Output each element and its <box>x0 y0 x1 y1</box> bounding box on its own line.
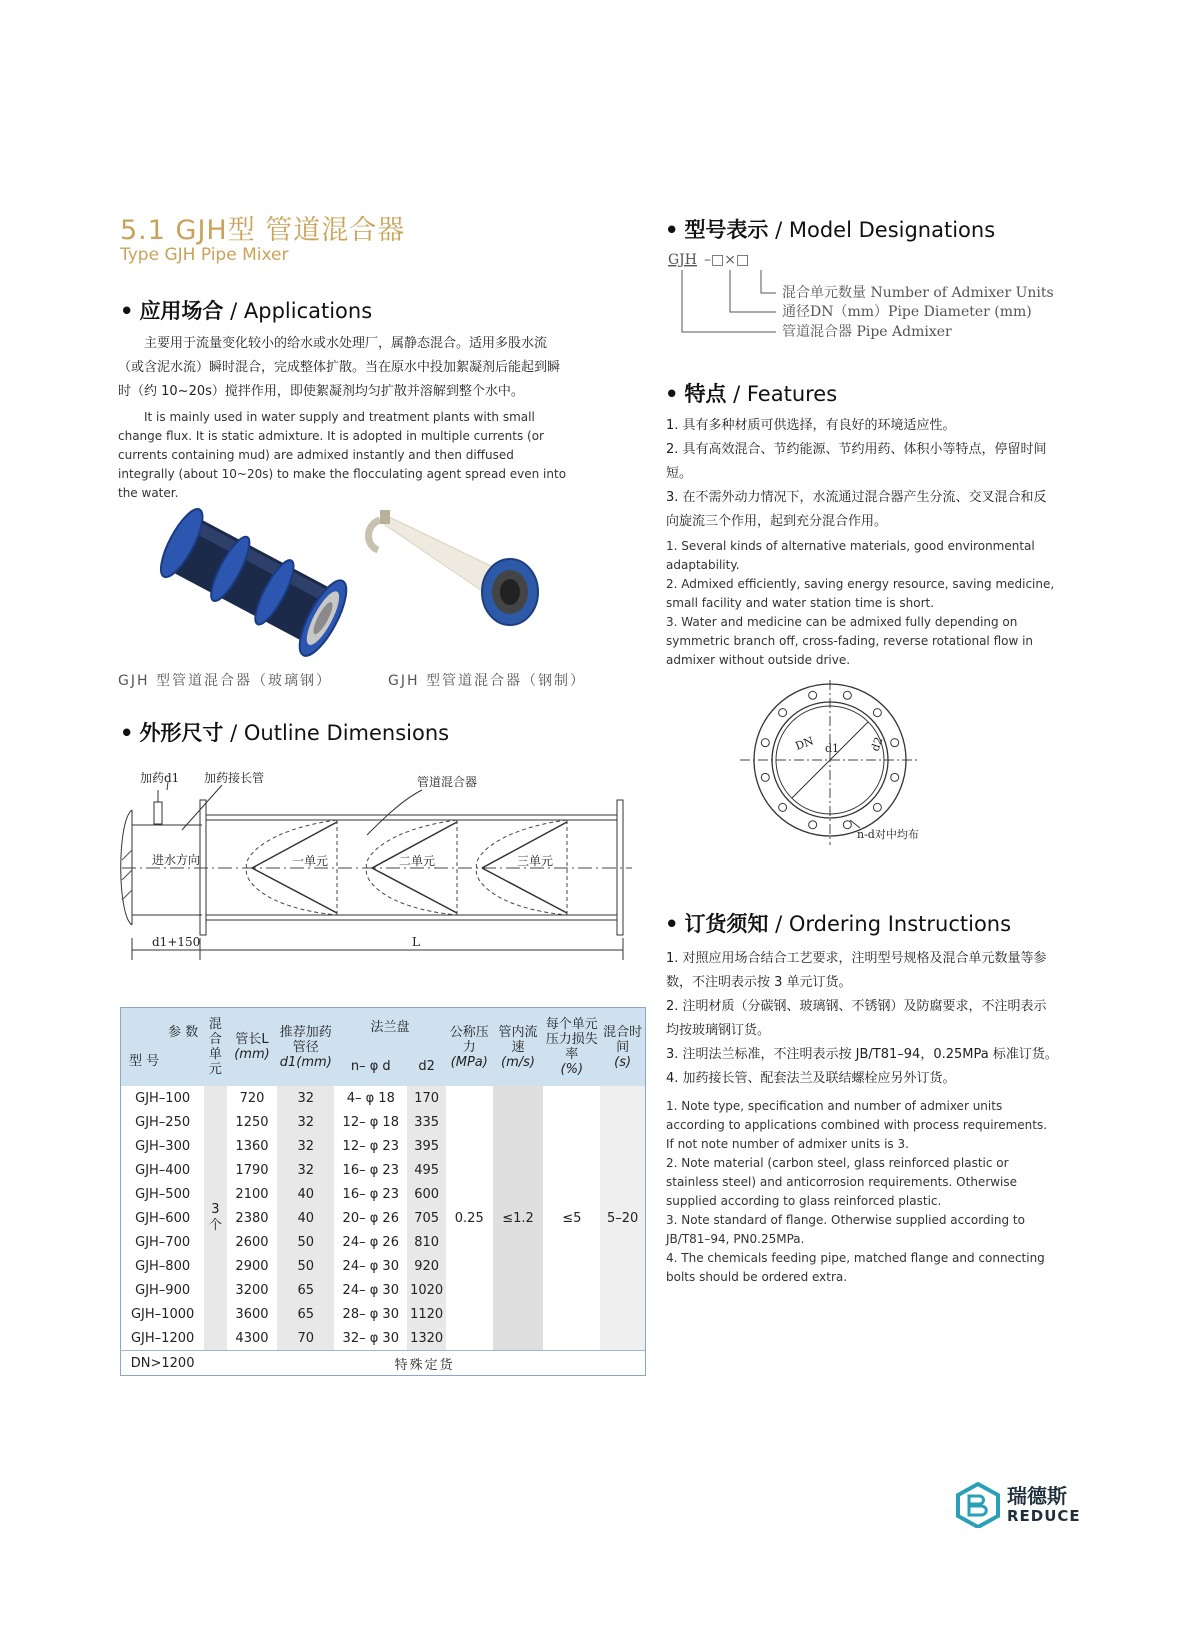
caption-grp: GJH 型管道混合器（玻璃钢） <box>118 673 332 689</box>
label-dn: DN <box>793 734 816 753</box>
cell-d2: 495 <box>407 1158 446 1182</box>
features-heading: • 特点 / Features <box>665 382 838 406</box>
cell-model: GJH–700 <box>135 1234 191 1250</box>
cell-velocity: ≤1.2 <box>493 1086 544 1351</box>
cell-dose: 50 <box>277 1230 334 1254</box>
bolt-hole <box>809 821 817 829</box>
label-d2: d2 <box>868 735 886 754</box>
applications-text-en: It is mainly used in water supply and treatment plants with small change flux. It is static admixture. It is adopted in multiple currents (or currents containing mud) are admixed instantly and then diffused integrally (about 10~20s) to make the flocculating agent spread even into the water. <box>118 410 567 500</box>
cell-model: GJH–900 <box>135 1282 191 1298</box>
model-designation-diagram <box>668 248 1088 348</box>
cell-pressure: 0.25 <box>454 1210 484 1226</box>
cell-dose: 50 <box>277 1254 334 1278</box>
header-time: 混合时间 (s) <box>600 1008 645 1087</box>
feature-cn-item: 2. 具有高效混合、节约能源、节约用药、体积小等特点，停留时间短。 <box>666 442 1047 481</box>
cell-n-phi-d: 32– φ 30 <box>342 1330 399 1346</box>
header-n-phi-d: n– φ d <box>334 1047 407 1086</box>
bolt-hole <box>761 739 769 747</box>
cell-length: 1790 <box>235 1162 269 1178</box>
cell-dose: 40 <box>277 1182 334 1206</box>
header-flange: 法兰盘 <box>334 1008 446 1048</box>
cell-d2: 1020 <box>407 1278 446 1302</box>
bolt-hole <box>779 803 787 811</box>
cell-n-phi-d: 12– φ 23 <box>342 1138 399 1154</box>
model-code: GJH <box>668 252 698 268</box>
bolt-hole <box>891 773 899 781</box>
ordering-heading: • 订货须知 / Ordering Instructions <box>665 912 1012 936</box>
cell-d2: 810 <box>407 1230 446 1254</box>
features-en <box>666 537 1058 670</box>
label-dosing: 加药d1 <box>140 771 180 785</box>
label-bolt-note: n-d对中均布 <box>857 828 919 841</box>
cell-model: GJH–400 <box>135 1162 191 1178</box>
applications-heading: • 应用场合 / Applications <box>120 299 373 323</box>
cell-model: GJH–500 <box>135 1186 191 1202</box>
flange-diagram <box>735 680 945 850</box>
spec-table <box>120 1007 646 1376</box>
feature-en-item: 1. Several kinds of alternative materials, good environmental adaptability. <box>666 539 1035 572</box>
cell-length: 1360 <box>235 1138 269 1154</box>
outline-heading: • 外形尺寸 / Outline Dimensions <box>120 721 450 745</box>
label-d1: d1 <box>825 742 840 755</box>
cell-dose: 32 <box>277 1158 334 1182</box>
cell-length: 2900 <box>235 1258 269 1274</box>
caption-steel: GJH 型管道混合器（钢制） <box>388 673 586 689</box>
cell-length: 2380 <box>235 1210 269 1226</box>
cell-length: 2100 <box>235 1186 269 1202</box>
header-length: 管长L (mm) <box>227 1008 278 1087</box>
header-param-model: 参 数 型 号 <box>121 1008 205 1087</box>
brand-logo <box>955 1482 1081 1528</box>
cell-model: GJH–1000 <box>130 1306 195 1322</box>
cell-loss: ≤5 <box>562 1210 582 1226</box>
cell-dose: 32 <box>277 1086 334 1110</box>
header-velocity: 管内流速 (m/s) <box>493 1008 544 1087</box>
ordering-en-item: 1. Note type, specification and number of admixer units according to applications combined with process requirements. If not note number of admixer units is 3. <box>666 1099 1048 1151</box>
model-line-diameter: 通径DN（mm）Pipe Diameter (mm) <box>782 304 1032 320</box>
cell-model: GJH–800 <box>135 1258 191 1274</box>
cell-time: 5–20 <box>600 1086 645 1351</box>
page-title: 5.1 GJH型 管道混合器 <box>120 215 406 246</box>
cell-d2: 920 <box>407 1254 446 1278</box>
ordering-en-item: 2. Note material (carbon steel, glass reinforced plastic or stainless steel) and anticorrosion requirements. Otherwise supplied according to glass reinforced plastic. <box>666 1156 1018 1208</box>
cell-d2: 170 <box>407 1086 446 1110</box>
header-pressure: 公称压力 (MPa) <box>446 1008 493 1087</box>
model-code-rest: –□×□ <box>704 252 750 268</box>
ordering-en-item: 4. The chemicals feeding pipe, matched flange and connecting bolts should be ordered extra. <box>666 1251 1045 1284</box>
cell-n-phi-d: 20– φ 26 <box>342 1210 399 1226</box>
bolt-hole <box>891 739 899 747</box>
outline-drawing <box>112 760 652 965</box>
cell-special-order: 特殊定货 <box>204 1351 645 1376</box>
cell-dose: 40 <box>277 1206 334 1230</box>
cell-d2: 705 <box>407 1206 446 1230</box>
cell-n-phi-d: 16– φ 23 <box>342 1162 399 1178</box>
cell-dose: 32 <box>277 1110 334 1134</box>
cell-dose: 65 <box>277 1278 334 1302</box>
header-loss: 每个单元压力损失率 (%) <box>543 1008 600 1087</box>
model-line-units: 混合单元数量 Number of Admixer Units <box>782 285 1054 301</box>
table-row <box>121 1086 646 1110</box>
cell-d2: 395 <box>407 1134 446 1158</box>
feature-cn-item: 1. 具有多种材质可供选择，有良好的环境适应性。 <box>666 418 956 433</box>
bolt-hole <box>873 803 881 811</box>
cell-model: GJH–100 <box>135 1090 191 1106</box>
cell-n-phi-d: 4– φ 18 <box>346 1090 395 1106</box>
label-dosing-pipe: 加药接长管 <box>204 771 265 785</box>
cell-dose: 70 <box>277 1326 334 1351</box>
cell-n-phi-d: 28– φ 30 <box>342 1306 399 1322</box>
brand-name-cn: 瑞德斯 <box>1007 1484 1067 1508</box>
page-subtitle: Type GJH Pipe Mixer <box>120 245 289 265</box>
bolt-hole <box>843 821 851 829</box>
cell-n-phi-d: 24– φ 30 <box>342 1258 399 1274</box>
bolt-hole <box>843 691 851 699</box>
label-unit3: 三单元 <box>517 854 554 868</box>
brand-logo-icon <box>955 1482 1001 1528</box>
cell-length: 3600 <box>235 1306 269 1322</box>
cell-model: GJH–600 <box>135 1210 191 1226</box>
grp-mixer-photo <box>150 495 350 670</box>
label-unit1: 一单元 <box>292 854 329 868</box>
ordering-cn-item: 1. 对照应用场合结合工艺要求，注明型号规格及混合单元数量等参数，不注明表示按 3 单元订货。 <box>666 951 1047 990</box>
ordering-cn-item: 3. 注明法兰标准，不注明表示按 JB/T81–94，0.25MPa 标准订货。 <box>666 1047 1058 1062</box>
cell-d2: 600 <box>407 1182 446 1206</box>
label-mixer: 管道混合器 <box>417 775 478 789</box>
bolt-hole <box>779 709 787 717</box>
cell-n-phi-d: 12– φ 18 <box>342 1114 399 1130</box>
label-dim-left: d1+150 <box>152 935 201 949</box>
cell-model: DN>1200 <box>121 1351 205 1376</box>
cell-model: GJH–1200 <box>130 1330 195 1346</box>
cell-length: 2600 <box>235 1234 269 1250</box>
cell-model: GJH–300 <box>135 1138 191 1154</box>
model-line-admixer: 管道混合器 Pipe Admixer <box>782 324 952 340</box>
cell-length: 720 <box>239 1090 265 1106</box>
bolt-hole <box>761 773 769 781</box>
cell-n-phi-d: 24– φ 30 <box>342 1282 399 1298</box>
cell-units: 3个 <box>204 1086 226 1351</box>
ordering-cn-item: 4. 加药接长管、配套法兰及联结螺栓应另外订货。 <box>666 1071 956 1086</box>
label-unit2: 二单元 <box>399 854 436 868</box>
cell-n-phi-d: 16– φ 23 <box>342 1186 399 1202</box>
ordering-cn <box>666 947 1058 1091</box>
steel-mixer-photo <box>360 500 550 635</box>
cell-d2: 1320 <box>407 1326 446 1351</box>
table-row <box>121 1351 646 1376</box>
cell-d2: 1120 <box>407 1302 446 1326</box>
brand-name-en: REDUCE <box>1007 1507 1081 1525</box>
ordering-en-item: 3. Note standard of flange. Otherwise supplied according to JB/T81–94, PN0.25MPa. <box>666 1213 1025 1246</box>
label-dim-L: L <box>412 935 420 949</box>
cell-length: 1250 <box>235 1114 269 1130</box>
cell-d2: 335 <box>407 1110 446 1134</box>
applications-text-cn: 主要用于流量变化较小的给水或水处理厂，属静态混合。适用多股水流（或含泥水流）瞬时混合，完成整体扩散。当在原水中投加絮凝剂后能起到瞬时（约 10~20s）搅拌作用，即使絮凝剂均匀扩散并溶解到整个水中。 <box>118 336 561 399</box>
ordering-cn-item: 2. 注明材质（分碳钢、玻璃钢、不锈钢）及防腐要求，不注明表示均按玻璃钢订货。 <box>666 999 1047 1038</box>
feature-en-item: 2. Admixed efficiently, saving energy resource, saving medicine, small facility and water station time is short. <box>666 577 1055 610</box>
cell-n-phi-d: 24– φ 26 <box>342 1234 399 1250</box>
features-cn <box>666 414 1058 534</box>
cell-dose: 32 <box>277 1134 334 1158</box>
label-inlet: 进水方向 <box>152 853 201 867</box>
header-units: 混合单元 <box>204 1008 226 1087</box>
feature-en-item: 3. Water and medicine can be admixed fully depending on symmetric branch off, cross-fading, reverse rotational flow in admixer without outside drive. <box>666 615 1034 667</box>
ordering-en <box>666 1097 1058 1287</box>
bolt-hole <box>809 691 817 699</box>
cell-length: 4300 <box>235 1330 269 1346</box>
cell-dose: 65 <box>277 1302 334 1326</box>
model-heading: • 型号表示 / Model Designations <box>665 218 996 242</box>
bolt-hole <box>873 709 881 717</box>
feature-cn-item: 3. 在不需外动力情况下，水流通过混合器产生分流、交叉混合和反向旋流三个作用，起到充分混合作用。 <box>666 490 1047 529</box>
header-dose: 推荐加药管径 d1(mm) <box>277 1008 334 1087</box>
cell-model: GJH–250 <box>135 1114 191 1130</box>
header-d2: d2 <box>407 1047 446 1086</box>
cell-length: 3200 <box>235 1282 269 1298</box>
